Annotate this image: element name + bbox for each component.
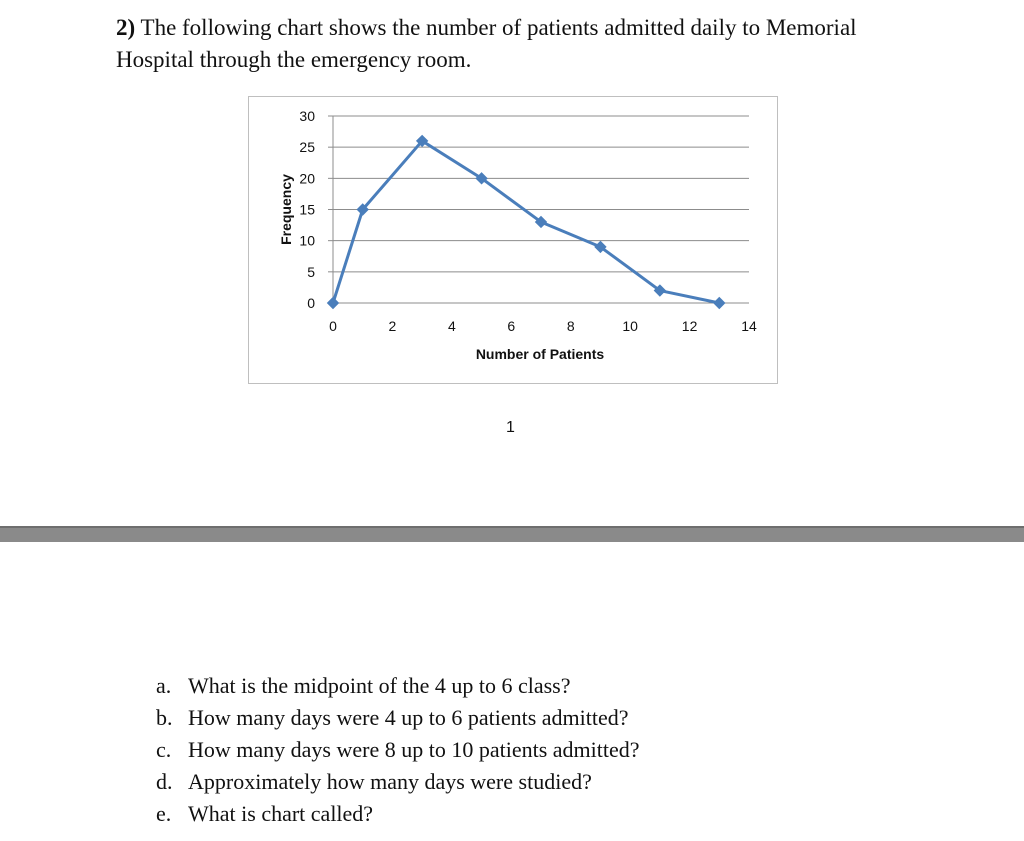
x-tick-label: 8 — [566, 318, 575, 334]
question-b — [156, 702, 640, 734]
series-line — [333, 141, 719, 303]
question-e — [156, 798, 640, 830]
question-letter: b. — [156, 705, 173, 730]
y-tick-label: 20 — [299, 170, 315, 187]
page-number: 1 — [506, 419, 515, 436]
x-tick-label: 12 — [681, 318, 698, 334]
y-tick-label: 25 — [299, 139, 315, 156]
question-letter: d. — [156, 769, 173, 794]
y-tick-label: 10 — [299, 232, 315, 249]
question-letter: e. — [156, 801, 172, 826]
page-break-divider — [0, 526, 1024, 542]
problem-number: 2) — [116, 15, 136, 40]
question-text: What is the midpoint of the 4 up to 6 class? — [188, 673, 571, 698]
question-letter: c. — [156, 737, 172, 762]
page-break-edge — [0, 526, 1024, 528]
data-point-marker — [714, 298, 725, 309]
x-tick-label: 14 — [741, 318, 757, 334]
y-tick-label: 0 — [307, 295, 315, 311]
question-text: What is chart called? — [188, 801, 374, 826]
question-text: How many days were 4 up to 6 patients admitted? — [188, 705, 629, 730]
label-layer — [278, 108, 757, 362]
question-list — [156, 670, 640, 830]
data-point-marker — [328, 298, 339, 309]
x-axis-title: Number of Patients — [475, 346, 605, 362]
problem-text-line-1: The following chart shows the number of patients admitted daily to Memorial — [140, 15, 857, 40]
grid-layer — [333, 116, 749, 303]
axis-layer — [328, 116, 333, 303]
y-tick-label: 15 — [299, 201, 315, 218]
question-c — [156, 734, 640, 766]
x-tick-label: 0 — [329, 318, 337, 334]
problem-line-1 — [116, 12, 936, 44]
x-tick-label: 4 — [447, 318, 456, 334]
question-letter: a. — [156, 673, 172, 698]
y-tick-label: 5 — [307, 263, 315, 280]
question-d — [156, 766, 640, 798]
question-text: Approximately how many days were studied? — [188, 769, 592, 794]
chart-svg — [249, 97, 777, 383]
problem-statement — [116, 12, 936, 76]
question-a — [156, 670, 640, 702]
frequency-polygon-chart — [248, 96, 778, 384]
question-text: How many days were 8 up to 10 patients admitted? — [188, 737, 640, 762]
x-tick-label: 10 — [622, 318, 638, 334]
y-tick-label: 30 — [299, 108, 315, 124]
y-axis-title: Frequency — [278, 174, 294, 245]
x-tick-label: 6 — [507, 318, 516, 334]
x-tick-label: 2 — [388, 318, 397, 334]
series-layer — [328, 135, 725, 308]
problem-text-line-2: Hospital through the emergency room. — [116, 47, 472, 72]
